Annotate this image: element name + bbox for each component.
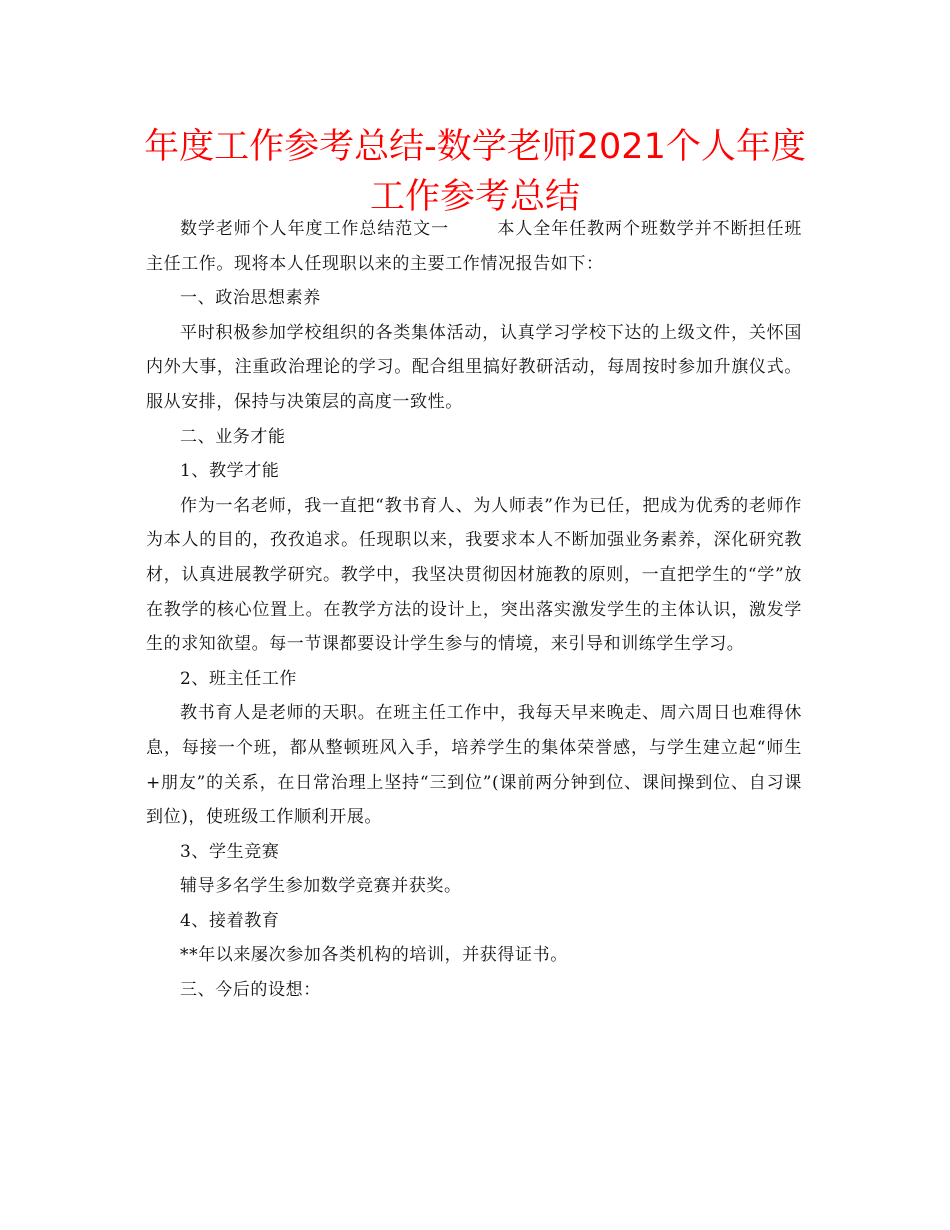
section-heading-future: 三、今后的设想：: [180, 980, 321, 1001]
subheading-competition: 3、学生竞赛: [180, 841, 280, 862]
paragraph-politics: 平时积极参加学校组织的各类集体活动，认真学习学校下达的上级文件，关怀国内外大事，注重政治理论的学习。配合组里搞好教研活动，每周按时参加升旗仪式。服从安排，保持与决策层的高度一致性。: [146, 322, 802, 412]
subheading-continuing-education: 4、接着教育: [180, 910, 280, 931]
subheading-teaching: 1、教学才能: [180, 461, 280, 482]
section-heading-business: 二、业务才能: [180, 426, 286, 447]
section-heading-politics: 一、政治思想素养: [180, 288, 321, 309]
document-body: [146, 212, 802, 1008]
document-title: 年度工作参考总结-数学老师2021个人年度工作参考总结: [144, 127, 806, 217]
paragraph-head-teacher: 教书育人是老师的天职。在班主任工作中，我每天早来晚走、周六周日也难得休息，每接一个班，都从整顿班风入手，培养学生的集体荣誉感，与学生建立起“师生+朋友”的关系，在日常治理上坚持“三到位”(课前两分钟到位、课间操到位、自习课到位)，使班级工作顺利开展。: [146, 703, 802, 828]
paragraph-continuing-education: **年以来屡次参加各类机构的培训，并获得证书。: [180, 945, 568, 966]
intro-heading: 数学老师个人年度工作总结范文一: [180, 219, 450, 239]
paragraph-competition: 辅导多名学生参加数学竞赛并获奖。: [180, 876, 462, 897]
subheading-head-teacher: 2、班主任工作: [180, 668, 298, 689]
paragraph-teaching: 作为一名老师，我一直把“教书育人、为人师表”作为已任，把成为优秀的老师作为本人的目的，孜孜追求。任现职以来，我要求本人不断加强业务素养，深化研究教材，认真进展教学研究。教学中，我坚决贯彻因材施教的原则，一直把学生的“学”放在教学的核心位置上。在教学方法的设计上，突出落实激发学生的主体认识，激发学生的求知欲望。每一节课都要设计学生参与的情境，来引导和训练学生学习。: [146, 495, 802, 655]
intro-paragraph: [146, 212, 802, 281]
intro-text: 本人全年任教两个班数学并不断担任班主任工作。现将本人任现职以来的主要工作情况报告如下：: [146, 219, 802, 274]
